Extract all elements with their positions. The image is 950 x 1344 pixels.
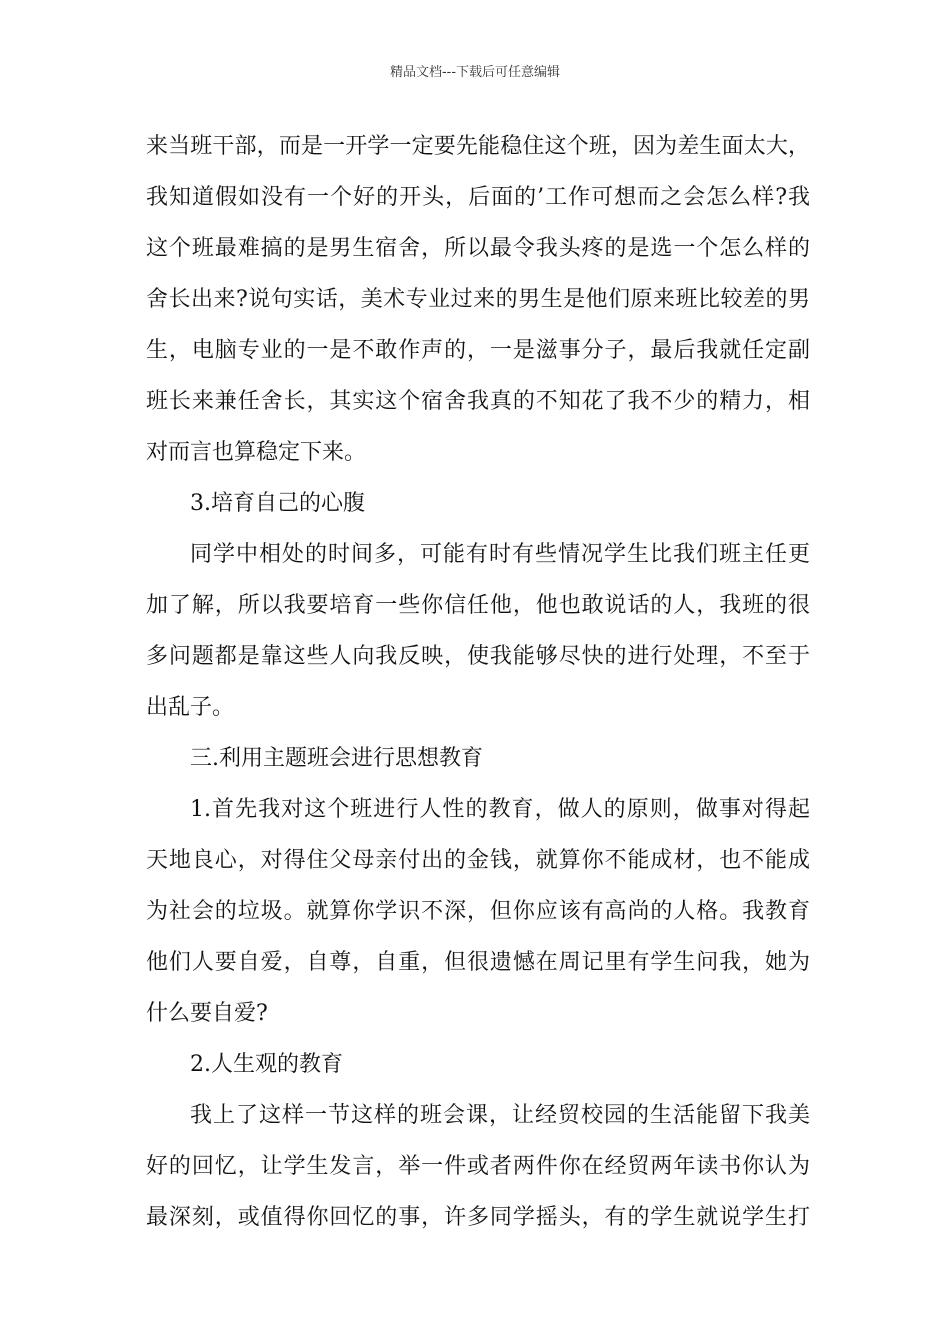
- section-heading: 2.人生观的教育: [190, 1052, 343, 1077]
- text-line: 对而言也算稳定下来。: [146, 440, 367, 465]
- text-line: 生，电脑专业的一是不敢作声的，一是滋事分子，最后我就任定副: [146, 338, 810, 363]
- text-line: 出乱子。: [146, 695, 235, 720]
- text-line: 最深刻，或值得你回忆的事，许多同学摇头，有的学生就说学生打: [146, 1205, 810, 1230]
- text-line: 加了解，所以我要培育一些你信任他，他也敢说话的人，我班的很: [146, 593, 810, 618]
- text-line: 他们人要自爱，自尊，自重，但很遗憾在周记里有学生问我，她为: [146, 950, 810, 975]
- text-line: 为社会的垃圾。就算你学识不深，但你应该有高尚的人格。我教育: [146, 899, 810, 924]
- text-line: 这个班最难搞的是男生宿舍，所以最令我头疼的是选一个怎么样的: [146, 236, 810, 261]
- section-heading: 三.利用主题班会进行思想教育: [190, 746, 483, 771]
- text-line: 天地良心，对得住父母亲付出的金钱，就算你不能成材，也不能成: [146, 848, 810, 873]
- text-line: 多问题都是靠这些人向我反映，使我能够尽快的进行处理，不至于: [146, 644, 810, 669]
- text-line: 我知道假如没有一个好的开头，后面的’工作可想而之会怎么样?我: [146, 185, 810, 210]
- text-line: 好的回忆，让学生发言，举一件或者两件你在经贸两年读书你认为: [146, 1154, 810, 1179]
- text-line: 来当班干部，而是一开学一定要先能稳住这个班，因为差生面太大，: [146, 134, 810, 159]
- section-heading: 3.培育自己的心腹: [190, 491, 365, 516]
- text-line: 我上了这样一节这样的班会课，让经贸校园的生活能留下我美: [190, 1103, 810, 1128]
- text-line: 舍长出来?说句实话，美术专业过来的男生是他们原来班比较差的男: [146, 287, 810, 312]
- page-header: 精品文档---下载后可任意编辑: [389, 65, 561, 80]
- text-line: 什么要自爱?: [146, 1001, 268, 1026]
- text-line: 1.首先我对这个班进行人性的教育，做人的原则，做事对得起: [190, 797, 810, 822]
- document-body: [146, 130, 810, 1252]
- text-line: 同学中相处的时间多，可能有时有些情况学生比我们班主任更: [190, 542, 810, 567]
- text-line: 班长来兼任舍长，其实这个宿舍我真的不知花了我不少的精力，相: [146, 389, 810, 414]
